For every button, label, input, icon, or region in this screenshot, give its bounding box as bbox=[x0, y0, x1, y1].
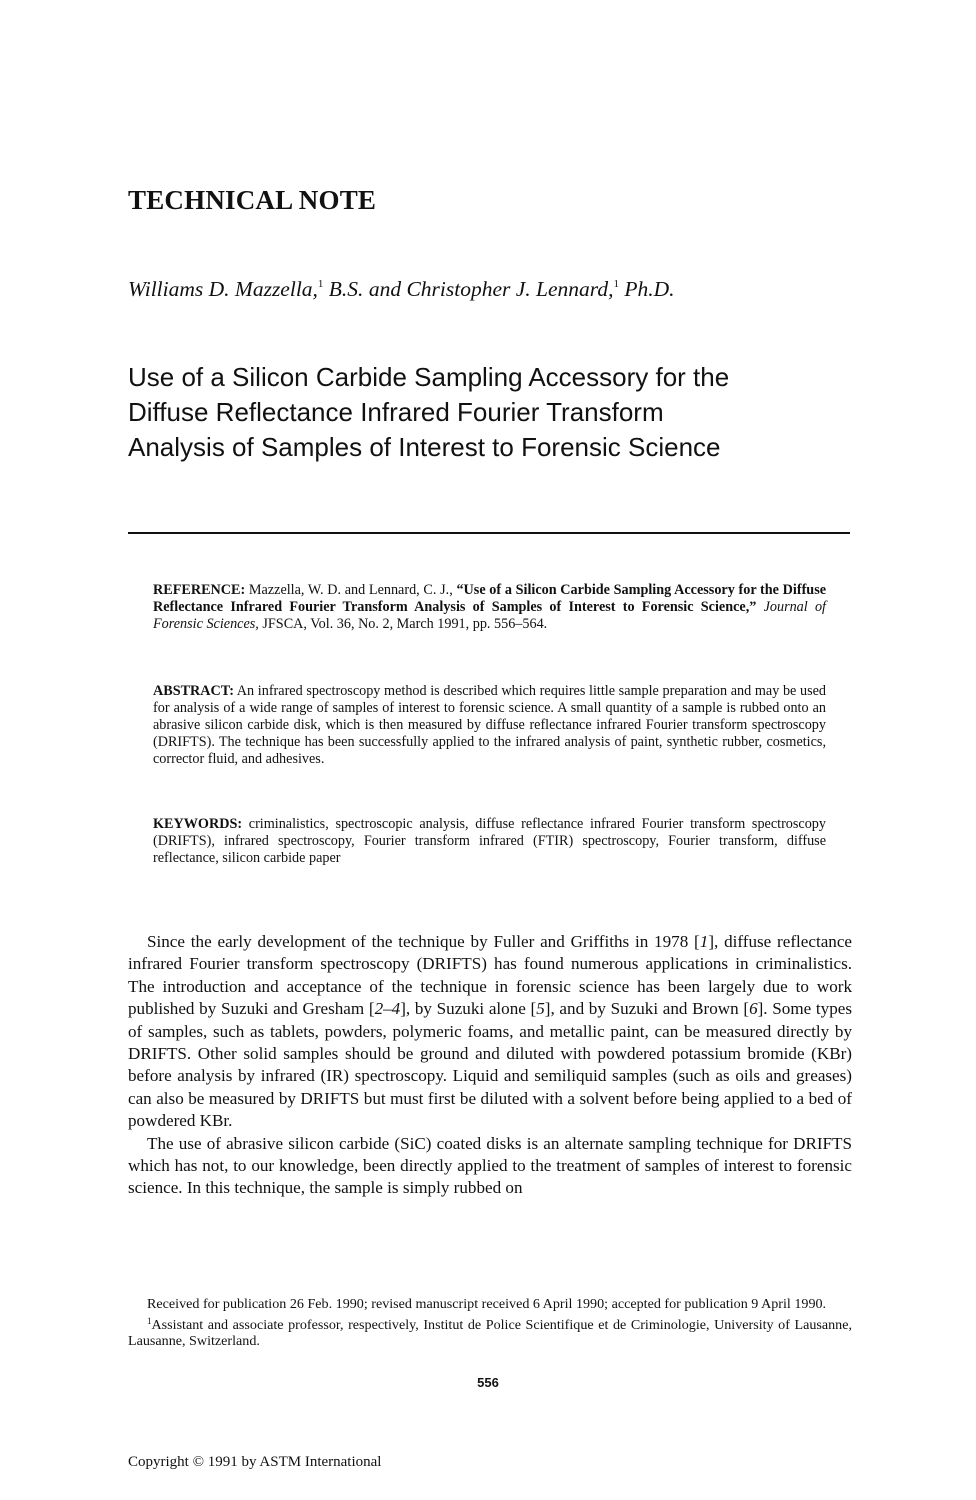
body-text bbox=[128, 931, 852, 1200]
footnote-received: Received for publication 26 Feb. 1990; revised manuscript received 6 April 1990; accepted for publication 9 April 1990. bbox=[147, 1296, 827, 1312]
footnote-text: Assistant and associate professor, respectively, Institut de Police Scientifique et de Criminologie, University of Lausanne, Lausanne, Switzerland. bbox=[128, 1316, 852, 1349]
keywords-block bbox=[153, 816, 826, 867]
title-line: Diffuse Reflectance Infrared Fourier Transform bbox=[128, 397, 664, 427]
reference-article-title: “Use of a Silicon Carbide Sampling Accessory for the Diffuse Reflectance Infrared Fourier Transform Analysis of Samples of Interest to Forensic Science,” bbox=[153, 582, 827, 615]
text-run: ], diffuse reflectance infrared Fourier transform spectroscopy (DRIFTS) has found numerous applications in criminalistics. The introduction and acceptance of the technique in forensic science has been largely due to work published by Suzuki and Gresham [ bbox=[128, 932, 853, 1019]
author-joiner: and bbox=[363, 277, 407, 301]
abstract-text: An infrared spectroscopy method is described which requires little sample preparation and may be used for analysis of a wide range of samples of interest to forensic science. A small quantity of a sample is rubbed onto an abrasive silicon carbide disk, which is then measured by diffuse reflectance infrared Fourier transform spectroscopy (DRIFTS). The technique has been successfully applied to the infrared analysis of paint, synthetic rubber, cosmetics, corrector fluid, and adhesives. bbox=[153, 683, 826, 767]
reference-label: REFERENCE: bbox=[153, 582, 246, 598]
text-run: ], and by Suzuki and Brown [ bbox=[544, 999, 750, 1019]
footnotes bbox=[128, 1296, 852, 1350]
author-name: Christopher J. Lennard, bbox=[406, 277, 614, 301]
body-paragraph bbox=[128, 931, 852, 1133]
reference-journal: Journal of Forensic Sciences, bbox=[153, 599, 826, 632]
abstract-label: ABSTRACT: bbox=[153, 683, 234, 699]
citation: 5 bbox=[536, 999, 545, 1019]
abstract-block bbox=[153, 683, 826, 768]
reference-details: JFSCA, Vol. 36, No. 2, March 1991, pp. 556–564. bbox=[258, 616, 548, 632]
citation: 6 bbox=[749, 999, 758, 1019]
title-divider bbox=[128, 532, 850, 534]
page-number: 556 bbox=[477, 1375, 499, 1390]
body-paragraph: The use of abrasive silicon carbide (SiC) coated disks is an alternate sampling technique for DRIFTS which has not, to our knowledge, been directly applied to the treatment of samples of interest to forensic science. In this technique, the sample is simply rubbed on bbox=[128, 1133, 852, 1198]
keywords-text: criminalistics, spectroscopic analysis, diffuse reflectance infrared Fourier transform spectroscopy (DRIFTS), infrared spectroscopy, Fourier transform infrared (FTIR) spectroscopy, Fourier transform, diffuse reflectance, silicon carbide paper bbox=[153, 816, 826, 866]
affiliation-mark: 1 bbox=[317, 278, 324, 290]
section-label: TECHNICAL NOTE bbox=[128, 185, 377, 215]
author-line bbox=[128, 277, 675, 302]
reference-block bbox=[153, 582, 826, 633]
paper-title bbox=[128, 360, 868, 465]
affiliation-mark: 1 bbox=[613, 278, 619, 290]
copyright-notice: Copyright © 1991 by ASTM International bbox=[128, 1454, 382, 1470]
text-run: ]. Some types of samples, such as tablets, powders, polymeric foams, and metallic paint, can be measured directly by DRIFTS. Other solid samples should be ground and diluted with powdered potassium bromide (KBr) before analysis by infrared (IR) spectroscopy. Liquid and semiliquid samples (such as oils and greases) can also be measured by DRIFTS but must first be diluted with a solvent before being applied to a bed of powdered KBr. bbox=[128, 999, 852, 1131]
footnote-mark: 1 bbox=[147, 1315, 152, 1326]
reference-authors: Mazzella, W. D. and Lennard, C. J., bbox=[245, 582, 457, 598]
title-line: Use of a Silicon Carbide Sampling Accessory for the bbox=[128, 362, 730, 392]
footnote-affiliation bbox=[128, 1313, 852, 1350]
author-name: Williams D. Mazzella, bbox=[128, 277, 318, 301]
keywords-label: KEYWORDS: bbox=[153, 816, 243, 832]
text-run: Since the early development of the technique by Fuller and Griffiths in 1978 [ bbox=[147, 932, 700, 951]
author-degree: Ph.D. bbox=[618, 277, 675, 301]
text-run: ], by Suzuki alone [ bbox=[400, 999, 537, 1019]
author-degree: B.S. bbox=[323, 277, 364, 301]
title-line: Analysis of Samples of Interest to Forensic Science bbox=[128, 432, 721, 462]
citation: 1 bbox=[699, 932, 709, 951]
citation: 2–4 bbox=[374, 999, 401, 1019]
